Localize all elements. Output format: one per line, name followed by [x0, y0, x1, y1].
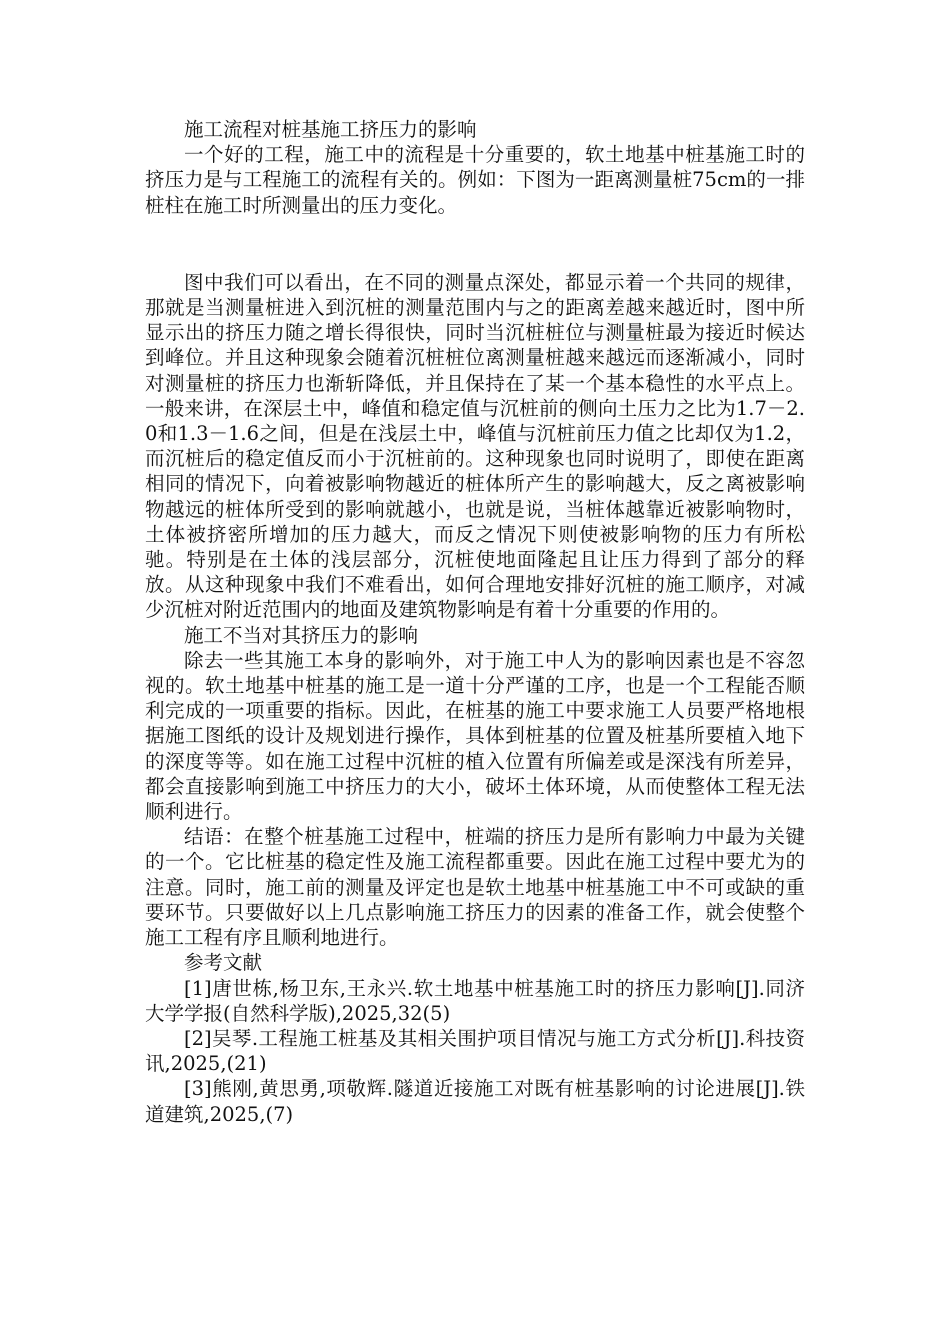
- paragraph-human-factors: 除去一些其施工本身的影响外，对于施工中人为的影响因素也是不容忽视的。软土地基中桩基的施工是一道十分严谨的工序，也是一个工程能否顺利完成的一项重要的指标。因此，在桩基的施工中要求施工人员要严格地根据施工图纸的设计及规划进行操作，具体到桩基的位置及桩基所要植入地下的深度等等。如在施工过程中沉桩的植入位置有所偏差或是深浅有所差异，都会直接影响到施工中挤压力的大小，破坏土体环境，从而使整体工程无法顺利进行。: [145, 648, 805, 824]
- references-title: 参考文献: [184, 951, 263, 975]
- figure-placeholder: [145, 218, 805, 270]
- reference-item-2: [2]吴琴.工程施工桩基及其相关围护项目情况与施工方式分析[J].科技资讯,2025,(21): [145, 1026, 805, 1076]
- paragraph-intro: 一个好的工程，施工中的流程是十分重要的，软土地基中桩基施工时的挤压力是与工程施工的流程有关的。例如：下图为一距离测量桩75cm的一排桩柱在施工时所测量出的压力变化。: [145, 143, 805, 217]
- section-heading-improper-construction: 施工不当对其挤压力的影响: [184, 623, 419, 647]
- paragraph-conclusion: 结语：在整个桩基施工过程中，桩端的挤压力是所有影响力中最为关键的一个。它比桩基的稳定性及施工流程都重要。因此在施工过程中要尤为的注意。同时，施工前的测量及评定也是软土地基中桩基施工中不可或缺的重要环节。只要做好以上几点影响施工挤压力的因素的准备工作，就会使整个施工工程有序且顺利地进行。: [145, 825, 805, 950]
- document-body: [145, 117, 805, 1127]
- paragraph-analysis: 图中我们可以看出，在不同的测量点深处，都显示着一个共同的规律，那就是当测量桩进入到沉桩的测量范围内与之的距离差越来越近时，图中所显示出的挤压力随之增长得很快，同时当沉桩桩位与测量桩最为接近时候达到峰位。并且这种现象会随着沉桩桩位离测量桩越来越远而逐渐减小，同时对测量桩的挤压力也渐斩降低，并且保持在了某一个基本稳性的水平点上。一般来讲，在深层土中，峰值和稳定值与沉桩前的侧向土压力之比为1.7－2.0和1.3－1.6之间，但是在浅层土中，峰值与沉桩前压力值之比却仅为1.2，而沉桩后的稳定值反而小于沉桩前的。这种现象也同时说明了，即使在距离相同的情况下，向着被影响物越近的桩体所产生的影响越大，反之离被影响物越远的桩体所受到的影响就越小，也就是说，当桩体越靠近被影响物时，土体被挤密所增加的压力越大，而反之情况下则使被影响物的压力有所松驰。特别是在土体的浅层部分，沉桩使地面隆起且让压力得到了部分的释放。从这种现象中我们不难看出，如何合理地安排好沉桩的施工顺序，对减少沉桩对附近范围内的地面及建筑物影响是有着十分重要的作用的。: [145, 270, 805, 622]
- section-heading-construction-process: 施工流程对桩基施工挤压力的影响: [184, 118, 477, 141]
- reference-item-3: [3]熊刚,黄思勇,项敬辉.隧道近接施工对既有桩基影响的讨论进展[J].铁道建筑,2025,(7): [145, 1077, 805, 1126]
- reference-item-1: [1]唐世栋,杨卫东,王永兴.软土地基中桩基施工时的挤压力影响[J].同济大学学报(自然科学版),2025,32(5): [145, 976, 805, 1025]
